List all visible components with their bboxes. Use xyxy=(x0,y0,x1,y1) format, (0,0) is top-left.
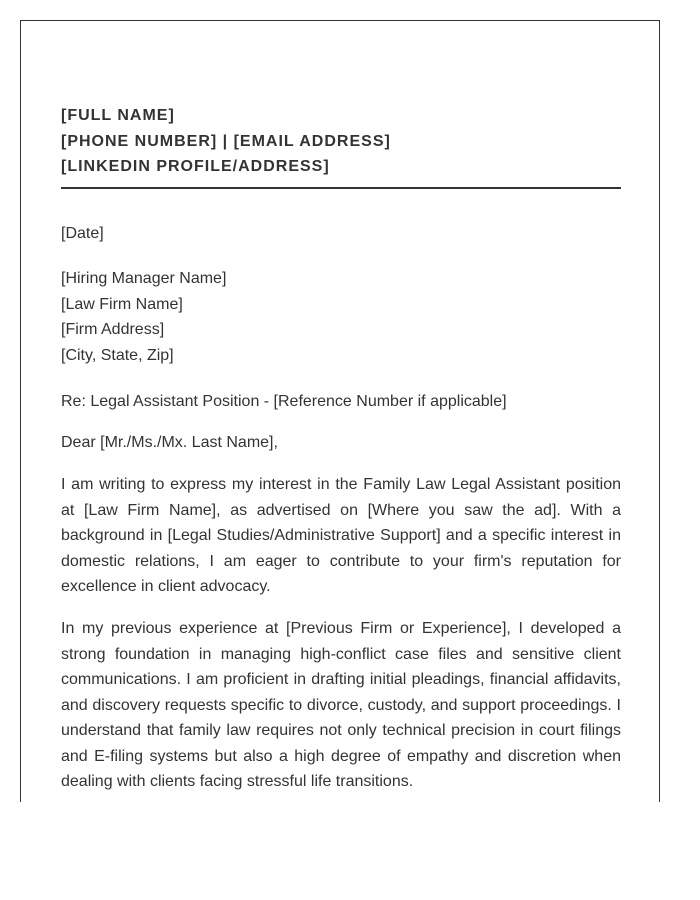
recipient-address xyxy=(61,266,226,368)
body-paragraph: In my previous experience at [Previous Firm or Experience], I developed a strong foundation in managing high-conflict case files and sensitive client communications. I am proficient in drafting initial pleadings, financial affidavits, and discovery requests specific to divorce, custody, and support proceedings. I understand that family law requires not only technical precision in court filings and E-filing systems but also a high degree of empathy and discretion when dealing with clients facing stressful life transitions. xyxy=(61,620,621,790)
recipient-hiring-manager: [Hiring Manager Name] xyxy=(61,270,227,287)
recipient-city-state-zip: [City, State, Zip] xyxy=(61,346,174,364)
sender-contact: [PHONE NUMBER] | [EMAIL ADDRESS] xyxy=(61,132,391,150)
letter-date: [Date] xyxy=(61,225,104,242)
header-divider xyxy=(61,187,621,189)
sender-name: [FULL NAME] xyxy=(61,107,175,124)
subject-line: Re: Legal Assistant Position - [Reference Number if applicable] xyxy=(61,393,507,410)
body-paragraph: I am writing to express my interest in the Family Law Legal Assistant position at [Law Firm Name], as advertised on [Where you saw the ad]. With a background in [Legal Studies/Administrative Support] and a specific interest in domestic relations, I am eager to contribute to your firm's reputation for excellence in client advocacy. xyxy=(61,476,621,595)
letter-page xyxy=(20,20,660,802)
letter-header xyxy=(61,103,621,180)
recipient-firm-name: [Law Firm Name] xyxy=(61,295,183,313)
sender-linkedin: [LINKEDIN PROFILE/ADDRESS] xyxy=(61,158,330,175)
recipient-firm-address: [Firm Address] xyxy=(61,321,165,338)
salutation: Dear [Mr./Ms./Mx. Last Name], xyxy=(61,434,278,451)
